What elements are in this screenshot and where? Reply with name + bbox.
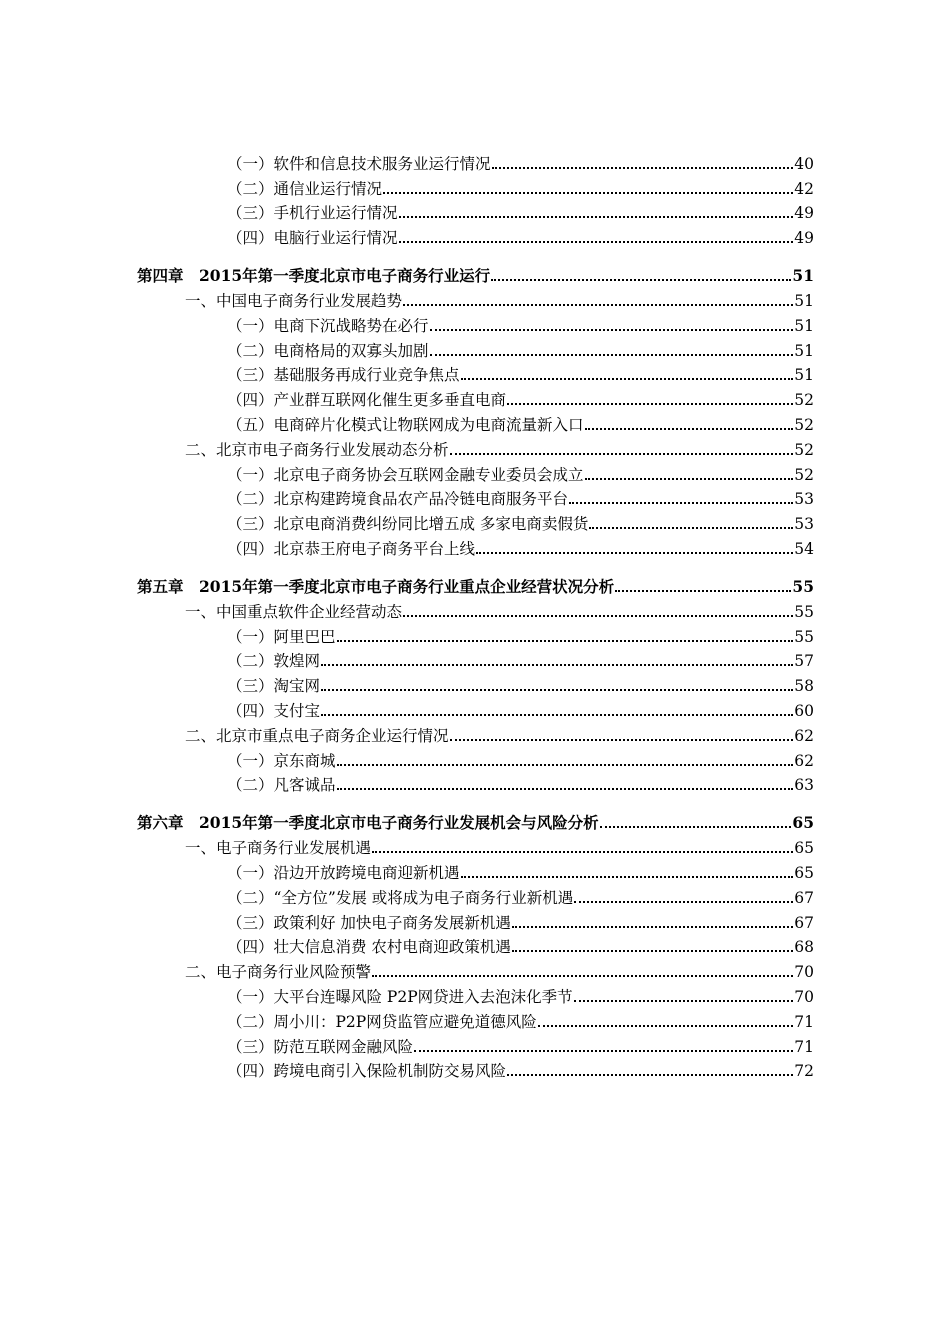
toc-entry[interactable] bbox=[137, 533, 814, 558]
dot-leader bbox=[461, 378, 794, 380]
toc-page-number: 65 bbox=[794, 839, 814, 858]
chapter-spacer bbox=[137, 558, 814, 570]
dot-leader bbox=[585, 428, 794, 430]
toc-entry-title: （四）北京恭王府电子商务平台上线 bbox=[227, 539, 476, 558]
toc-page-number: 62 bbox=[794, 726, 814, 745]
toc-entry-title: 二、电子商务行业风险预警 bbox=[185, 963, 372, 982]
toc-entry-title: 一、中国电子商务行业发展趋势 bbox=[185, 291, 403, 310]
toc-entry[interactable] bbox=[137, 720, 814, 745]
toc-entry-title: （一）电商下沉战略势在必行 bbox=[227, 316, 429, 335]
dot-leader bbox=[399, 241, 794, 243]
toc-entry-title: （二）电商格局的双寡头加剧 bbox=[227, 341, 429, 360]
dot-leader bbox=[512, 950, 793, 952]
toc-page-number: 68 bbox=[794, 938, 814, 957]
toc-entry-title: （一）北京电子商务协会互联网金融专业委员会成立 bbox=[227, 465, 584, 484]
toc-entry[interactable] bbox=[137, 484, 814, 509]
toc-entry-title: 一、中国重点软件企业经营动态 bbox=[185, 602, 403, 621]
toc-page-number: 52 bbox=[794, 465, 814, 484]
toc-entry-title: （一）阿里巴巴 bbox=[227, 627, 336, 646]
toc-page-number: 54 bbox=[794, 539, 814, 558]
dot-leader bbox=[337, 764, 794, 766]
toc-entry[interactable] bbox=[137, 882, 814, 907]
toc-entry-title: 二、北京市重点电子商务企业运行情况 bbox=[185, 726, 449, 745]
dot-leader bbox=[507, 403, 793, 405]
toc-entry-title: （四）电脑行业运行情况 bbox=[227, 229, 398, 248]
toc-page-number: 70 bbox=[794, 987, 814, 1006]
dot-leader bbox=[589, 527, 793, 529]
table-of-contents bbox=[137, 148, 814, 1080]
toc-entry-title: 二、北京市电子商务行业发展动态分析 bbox=[185, 440, 449, 459]
toc-page-number: 71 bbox=[794, 1012, 814, 1031]
toc-page-number: 51 bbox=[794, 291, 814, 310]
toc-entry-title: （四）壮大信息消费 农村电商迎政策机遇 bbox=[227, 938, 511, 957]
toc-entry-title: （一）京东商城 bbox=[227, 751, 336, 770]
chapter-spacer bbox=[137, 247, 814, 259]
dot-leader bbox=[403, 615, 793, 617]
dot-leader bbox=[600, 826, 792, 828]
dot-leader bbox=[430, 329, 794, 331]
toc-entry[interactable] bbox=[137, 832, 814, 857]
chapter-spacer bbox=[137, 794, 814, 806]
dot-leader bbox=[574, 1000, 794, 1002]
toc-entry[interactable] bbox=[137, 222, 814, 247]
dot-leader bbox=[321, 689, 793, 691]
dot-leader bbox=[321, 714, 793, 716]
toc-chapter-entry[interactable] bbox=[137, 259, 814, 285]
toc-page-number: 55 bbox=[794, 627, 814, 646]
toc-entry[interactable] bbox=[137, 907, 814, 932]
dot-leader bbox=[372, 851, 793, 853]
toc-entry[interactable] bbox=[137, 932, 814, 957]
toc-page-number: 53 bbox=[794, 515, 814, 534]
toc-entry[interactable] bbox=[137, 285, 814, 310]
toc-entry-title: 第五章 2015年第一季度北京市电子商务行业重点企业经营状况分析 bbox=[137, 576, 615, 596]
toc-entry[interactable] bbox=[137, 198, 814, 223]
toc-entry-title: （四）支付宝 bbox=[227, 701, 321, 720]
toc-page-number: 53 bbox=[794, 490, 814, 509]
toc-page-number: 40 bbox=[794, 154, 814, 173]
toc-entry[interactable] bbox=[137, 384, 814, 409]
toc-entry[interactable] bbox=[137, 857, 814, 882]
toc-entry-title: 第六章 2015年第一季度北京市电子商务行业发展机会与风险分析 bbox=[137, 813, 599, 833]
dot-leader bbox=[430, 354, 794, 356]
toc-entry-title: （三）基础服务再成行业竞争焦点 bbox=[227, 366, 460, 385]
toc-page-number: 49 bbox=[794, 229, 814, 248]
toc-entry-title: （三）手机行业运行情况 bbox=[227, 204, 398, 223]
dot-leader bbox=[491, 279, 791, 281]
toc-entry-title: （三）淘宝网 bbox=[227, 677, 321, 696]
toc-page-number: 65 bbox=[792, 813, 814, 833]
toc-entry[interactable] bbox=[137, 173, 814, 198]
toc-entry[interactable] bbox=[137, 981, 814, 1006]
toc-entry-title: （二）北京构建跨境食品农产品冷链电商服务平台 bbox=[227, 490, 569, 509]
dot-leader bbox=[512, 926, 793, 928]
toc-entry[interactable] bbox=[137, 508, 814, 533]
dot-leader bbox=[476, 552, 793, 554]
toc-entry-title: （三）政策利好 加快电子商务发展新机遇 bbox=[227, 913, 511, 932]
toc-entry[interactable] bbox=[137, 434, 814, 459]
toc-entry-title: （二）敦煌网 bbox=[227, 652, 321, 671]
dot-leader bbox=[574, 901, 793, 903]
toc-entry-title: （二）周小川：P2P网贷监管应避免道德风险 bbox=[227, 1012, 537, 1031]
toc-page-number: 42 bbox=[794, 179, 814, 198]
toc-entry-title: （四）跨境电商引入保险机制防交易风险 bbox=[227, 1062, 507, 1081]
toc-page-number: 57 bbox=[794, 652, 814, 671]
toc-chapter-entry[interactable] bbox=[137, 806, 814, 832]
toc-page-number: 63 bbox=[794, 776, 814, 795]
dot-leader bbox=[538, 1025, 794, 1027]
toc-entry[interactable] bbox=[137, 335, 814, 360]
dot-leader bbox=[585, 478, 794, 480]
toc-entry-title: （二）“全方位”发展 或将成为电子商务行业新机遇 bbox=[227, 888, 574, 907]
toc-entry[interactable] bbox=[137, 621, 814, 646]
toc-entry-title: （三）北京电商消费纠纷同比增五成 多家电商卖假货 bbox=[227, 515, 589, 534]
dot-leader bbox=[450, 739, 794, 741]
toc-page-number: 55 bbox=[792, 576, 814, 596]
toc-page-number: 51 bbox=[792, 266, 814, 286]
toc-entry[interactable] bbox=[137, 1031, 814, 1056]
toc-entry[interactable] bbox=[137, 459, 814, 484]
toc-entry-title: （二）通信业运行情况 bbox=[227, 179, 383, 198]
toc-entry[interactable] bbox=[137, 310, 814, 335]
toc-page-number: 51 bbox=[794, 341, 814, 360]
toc-page-number: 58 bbox=[794, 677, 814, 696]
toc-entry-title: （一）软件和信息技术服务业运行情况 bbox=[227, 154, 491, 173]
toc-page-number: 67 bbox=[794, 913, 814, 932]
dot-leader bbox=[461, 876, 794, 878]
toc-entry-title: （三）防范互联网金融风险 bbox=[227, 1037, 414, 1056]
toc-page-number: 60 bbox=[794, 701, 814, 720]
toc-entry[interactable] bbox=[137, 1056, 814, 1081]
dot-leader bbox=[615, 590, 791, 592]
toc-page-number: 71 bbox=[794, 1037, 814, 1056]
toc-entry-title: （一）沿边开放跨境电商迎新机遇 bbox=[227, 863, 460, 882]
toc-entry-title: （四）产业群互联网化催生更多垂直电商 bbox=[227, 391, 507, 410]
toc-entry[interactable] bbox=[137, 956, 814, 981]
dot-leader bbox=[399, 216, 794, 218]
toc-page-number: 52 bbox=[794, 440, 814, 459]
toc-entry[interactable] bbox=[137, 670, 814, 695]
toc-entry[interactable] bbox=[137, 646, 814, 671]
dot-leader bbox=[372, 975, 793, 977]
toc-entry-title: 一、电子商务行业发展机遇 bbox=[185, 839, 372, 858]
toc-entry[interactable] bbox=[137, 770, 814, 795]
toc-page-number: 52 bbox=[794, 415, 814, 434]
toc-entry-title: 第四章 2015年第一季度北京市电子商务行业运行 bbox=[137, 266, 491, 286]
toc-entry-title: （五）电商碎片化模式让物联网成为电商流量新入口 bbox=[227, 415, 584, 434]
toc-page-number: 51 bbox=[794, 316, 814, 335]
toc-page-number: 65 bbox=[794, 863, 814, 882]
toc-entry[interactable] bbox=[137, 409, 814, 434]
toc-page-number: 51 bbox=[794, 366, 814, 385]
toc-page-number: 70 bbox=[794, 963, 814, 982]
toc-entry[interactable] bbox=[137, 695, 814, 720]
dot-leader bbox=[337, 640, 794, 642]
dot-leader bbox=[492, 167, 794, 169]
dot-leader bbox=[569, 502, 793, 504]
dot-leader bbox=[450, 453, 794, 455]
toc-entry[interactable] bbox=[137, 1006, 814, 1031]
toc-entry[interactable] bbox=[137, 596, 814, 621]
toc-entry[interactable] bbox=[137, 745, 814, 770]
dot-leader bbox=[507, 1074, 793, 1076]
toc-page-number: 67 bbox=[794, 888, 814, 907]
dot-leader bbox=[414, 1050, 793, 1052]
toc-entry-title: （一）大平台连曝风险 P2P网贷进入去泡沫化季节 bbox=[227, 987, 573, 1006]
toc-page-number: 52 bbox=[794, 391, 814, 410]
toc-entry-title: （二）凡客诚品 bbox=[227, 776, 336, 795]
toc-chapter-entry[interactable] bbox=[137, 570, 814, 596]
dot-leader bbox=[337, 788, 794, 790]
dot-leader bbox=[383, 192, 793, 194]
dot-leader bbox=[321, 664, 793, 666]
toc-page-number: 49 bbox=[794, 204, 814, 223]
toc-page-number: 55 bbox=[794, 602, 814, 621]
toc-page-number: 72 bbox=[794, 1062, 814, 1081]
toc-page-number: 62 bbox=[794, 751, 814, 770]
toc-entry[interactable] bbox=[137, 360, 814, 385]
toc-entry[interactable] bbox=[137, 148, 814, 173]
dot-leader bbox=[403, 304, 793, 306]
